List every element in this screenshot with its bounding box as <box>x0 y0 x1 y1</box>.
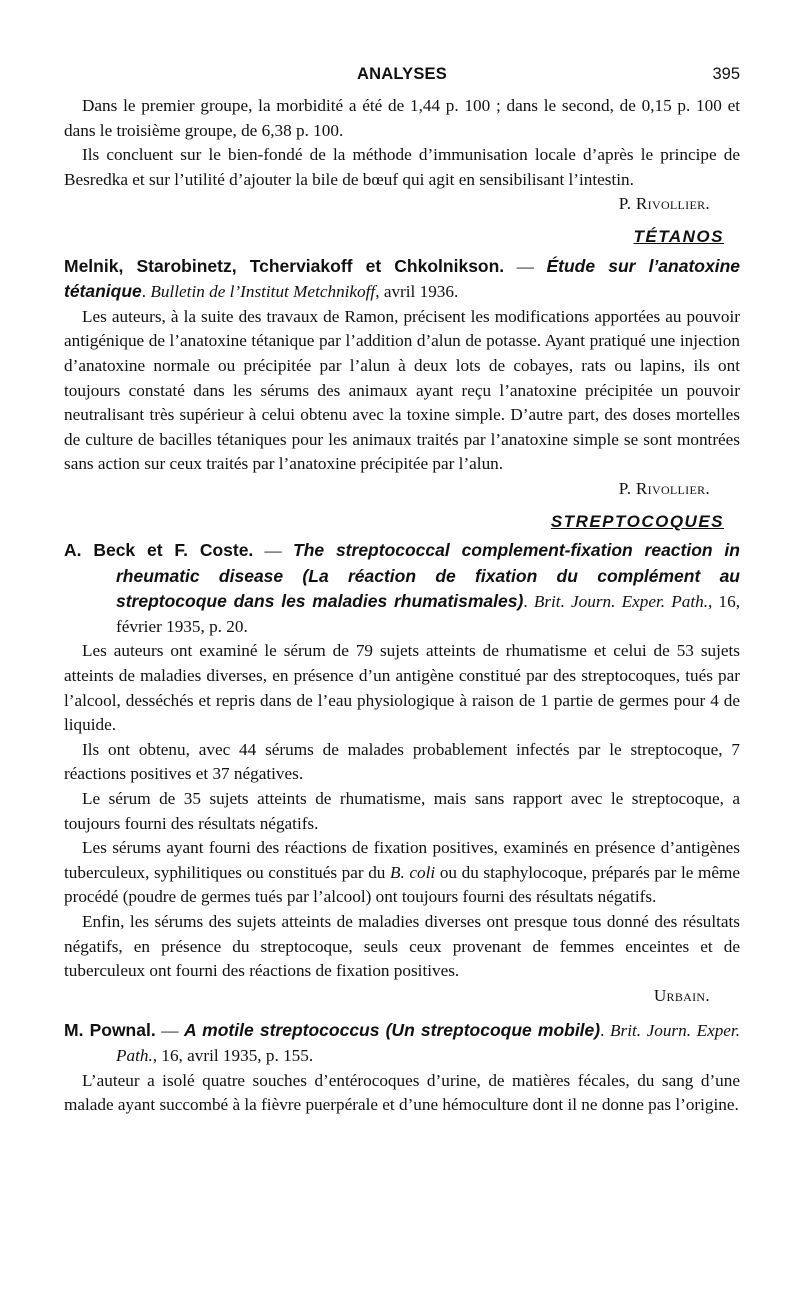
section-heading-streptocoques: STREPTOCOQUES <box>550 511 724 531</box>
reference-sep: . <box>141 282 151 302</box>
paragraph-conclusion <box>64 143 740 192</box>
reference-details: , 16, février 1935, p. 20. <box>116 592 741 636</box>
paragraph-strepto-4-b: ou du staphylocoque, préparés par le même procédé (poudre de germes tués par l’alcool) ont toujours fourni des résultats négatifs. <box>64 862 740 907</box>
reference-melnik <box>64 254 740 305</box>
signature-rivollier-1: P. Rivollier. <box>618 194 710 214</box>
reference-sep: . <box>523 592 534 612</box>
reference-dash: — <box>504 256 547 276</box>
reference-dash: — <box>253 541 294 561</box>
reference-authors: A. Beck et F. Coste. <box>64 540 254 561</box>
reference-beck-coste <box>64 538 740 639</box>
running-head <box>64 62 740 94</box>
paragraph-strepto-4-a: Les sérums ayant fourni des réactions de fixation positives, examinés en présence d’antigènes tuberculeux, syphilitiques ou constitués par du <box>64 838 740 882</box>
signature-block-1 <box>64 192 740 217</box>
spacer <box>64 1008 740 1014</box>
page-number: 395 <box>712 65 740 83</box>
signature-urbain: Urbain. <box>653 985 710 1005</box>
reference-journal: Brit. Journ. Exper. Path. <box>533 592 709 612</box>
reference-authors: Melnik, Starobinetz, Tcherviakoff et Chkolnikson. <box>64 255 505 276</box>
reference-title: Étude sur l’anatoxine tétanique <box>64 255 740 302</box>
reference-title: The streptococcal complement-fixation reaction in rheumatic disease (La réaction de fixation du complément au streptocoque dans les maladies rhumatismales) <box>116 540 740 612</box>
reference-journal: Bulletin de l’Institut Metchnikoff <box>150 282 376 302</box>
signature-block-3 <box>64 984 740 1009</box>
paragraph-strepto-5: Enfin, les sérums des sujets atteints de maladies diverses ont presque tous donné des résultats négatifs, en présence du streptocoque, seuls ceux provenant de femmes enceintes et de tuberculeux ont fourni des réactions de fixation positives. <box>64 912 740 981</box>
page <box>64 62 740 1118</box>
reference-details: , 16, avril 1935, p. 155. <box>152 1045 314 1065</box>
paragraph-strepto-3: Le sérum de 35 sujets atteints de rhumatisme, mais sans rapport avec le streptocoque, a toujours fourni des résultats négatifs. <box>64 789 740 833</box>
reference-sep: . <box>600 1021 610 1041</box>
paragraph-conclusion-text: Ils concluent sur le bien-fondé de la méthode d’immunisation locale d’après le principe de Besredka et sur l’utilité d’ajouter la bile de bœuf qui agit en sensibilisant l’intestin. <box>64 145 740 189</box>
paragraph-tetanos-body: Les auteurs, à la suite des travaux de Ramon, précisent les modifications apportées au pouvoir antigénique de l’anatoxine tétanique par l’addition d’alun de potasse. Ayant pratiqué une injection d’anatoxine normale ou précipitée par l’alun à deux lots de cobayes, rats ou lapins, ils ont toujours constaté dans les sérums des animaux ayant reçu l’anatoxine précipitée un pouvoir neutralisant très supérieur à celui obtenu avec la toxine simple. D’autre part, des doses mortelles de culture de bacilles tétaniques pour les animaux traités par l’anatoxine simple se sont montrées sans action sur ceux traités par l’anatoxine précipitée par l’alun. <box>64 306 740 474</box>
section-heading-tetanos: TÉTANOS <box>633 226 724 246</box>
reference-journal: Brit. Journ. Exper. Path. <box>116 1021 741 1065</box>
paragraph-pownal: L’auteur a isolé quatre souches d’entérocoques d’urine, de matières fécales, du sang d’une malade ayant succombé à la fièvre puerpérale et d’une hémoculture dont il ne donne pas l’origine. <box>64 1070 740 1115</box>
paragraph-strepto-4-italic: B. coli <box>390 862 436 882</box>
reference-title: A motile streptococcus (Un streptocoque mobile) <box>184 1020 601 1041</box>
paragraph-strepto-1: Les auteurs ont examiné le sérum de 79 sujets atteints de rhumatisme et celui de 53 sujets atteints de maladies diverses, en présence d’un antigène constitué par des streptocoques, tués par l’alcool, desséchés et repris dans de l’eau physiologique à raison de 1 partie de germes pour 4 de liquide. <box>64 641 740 735</box>
reference-date: , avril 1936. <box>375 282 459 302</box>
signature-rivollier-2: P. Rivollier. <box>618 478 710 498</box>
reference-dash: — <box>155 1021 185 1041</box>
running-title: ANALYSES <box>357 65 447 83</box>
reference-pownal <box>64 1018 740 1068</box>
signature-block-2 <box>64 477 740 502</box>
reference-authors: M. Pownal. <box>64 1020 156 1041</box>
paragraph-strepto-2: Ils ont obtenu, avec 44 sérums de malades probablement infectés par le streptocoque, 7 réactions positives et 37 négatives. <box>64 739 740 784</box>
paragraph-strepto-4 <box>64 836 740 910</box>
paragraph-morbidity: Dans le premier groupe, la morbidité a été de 1,44 p. 100 ; dans le second, de 0,15 p. 100 et dans le troisième groupe, de 6,38 p. 100. <box>64 96 740 140</box>
